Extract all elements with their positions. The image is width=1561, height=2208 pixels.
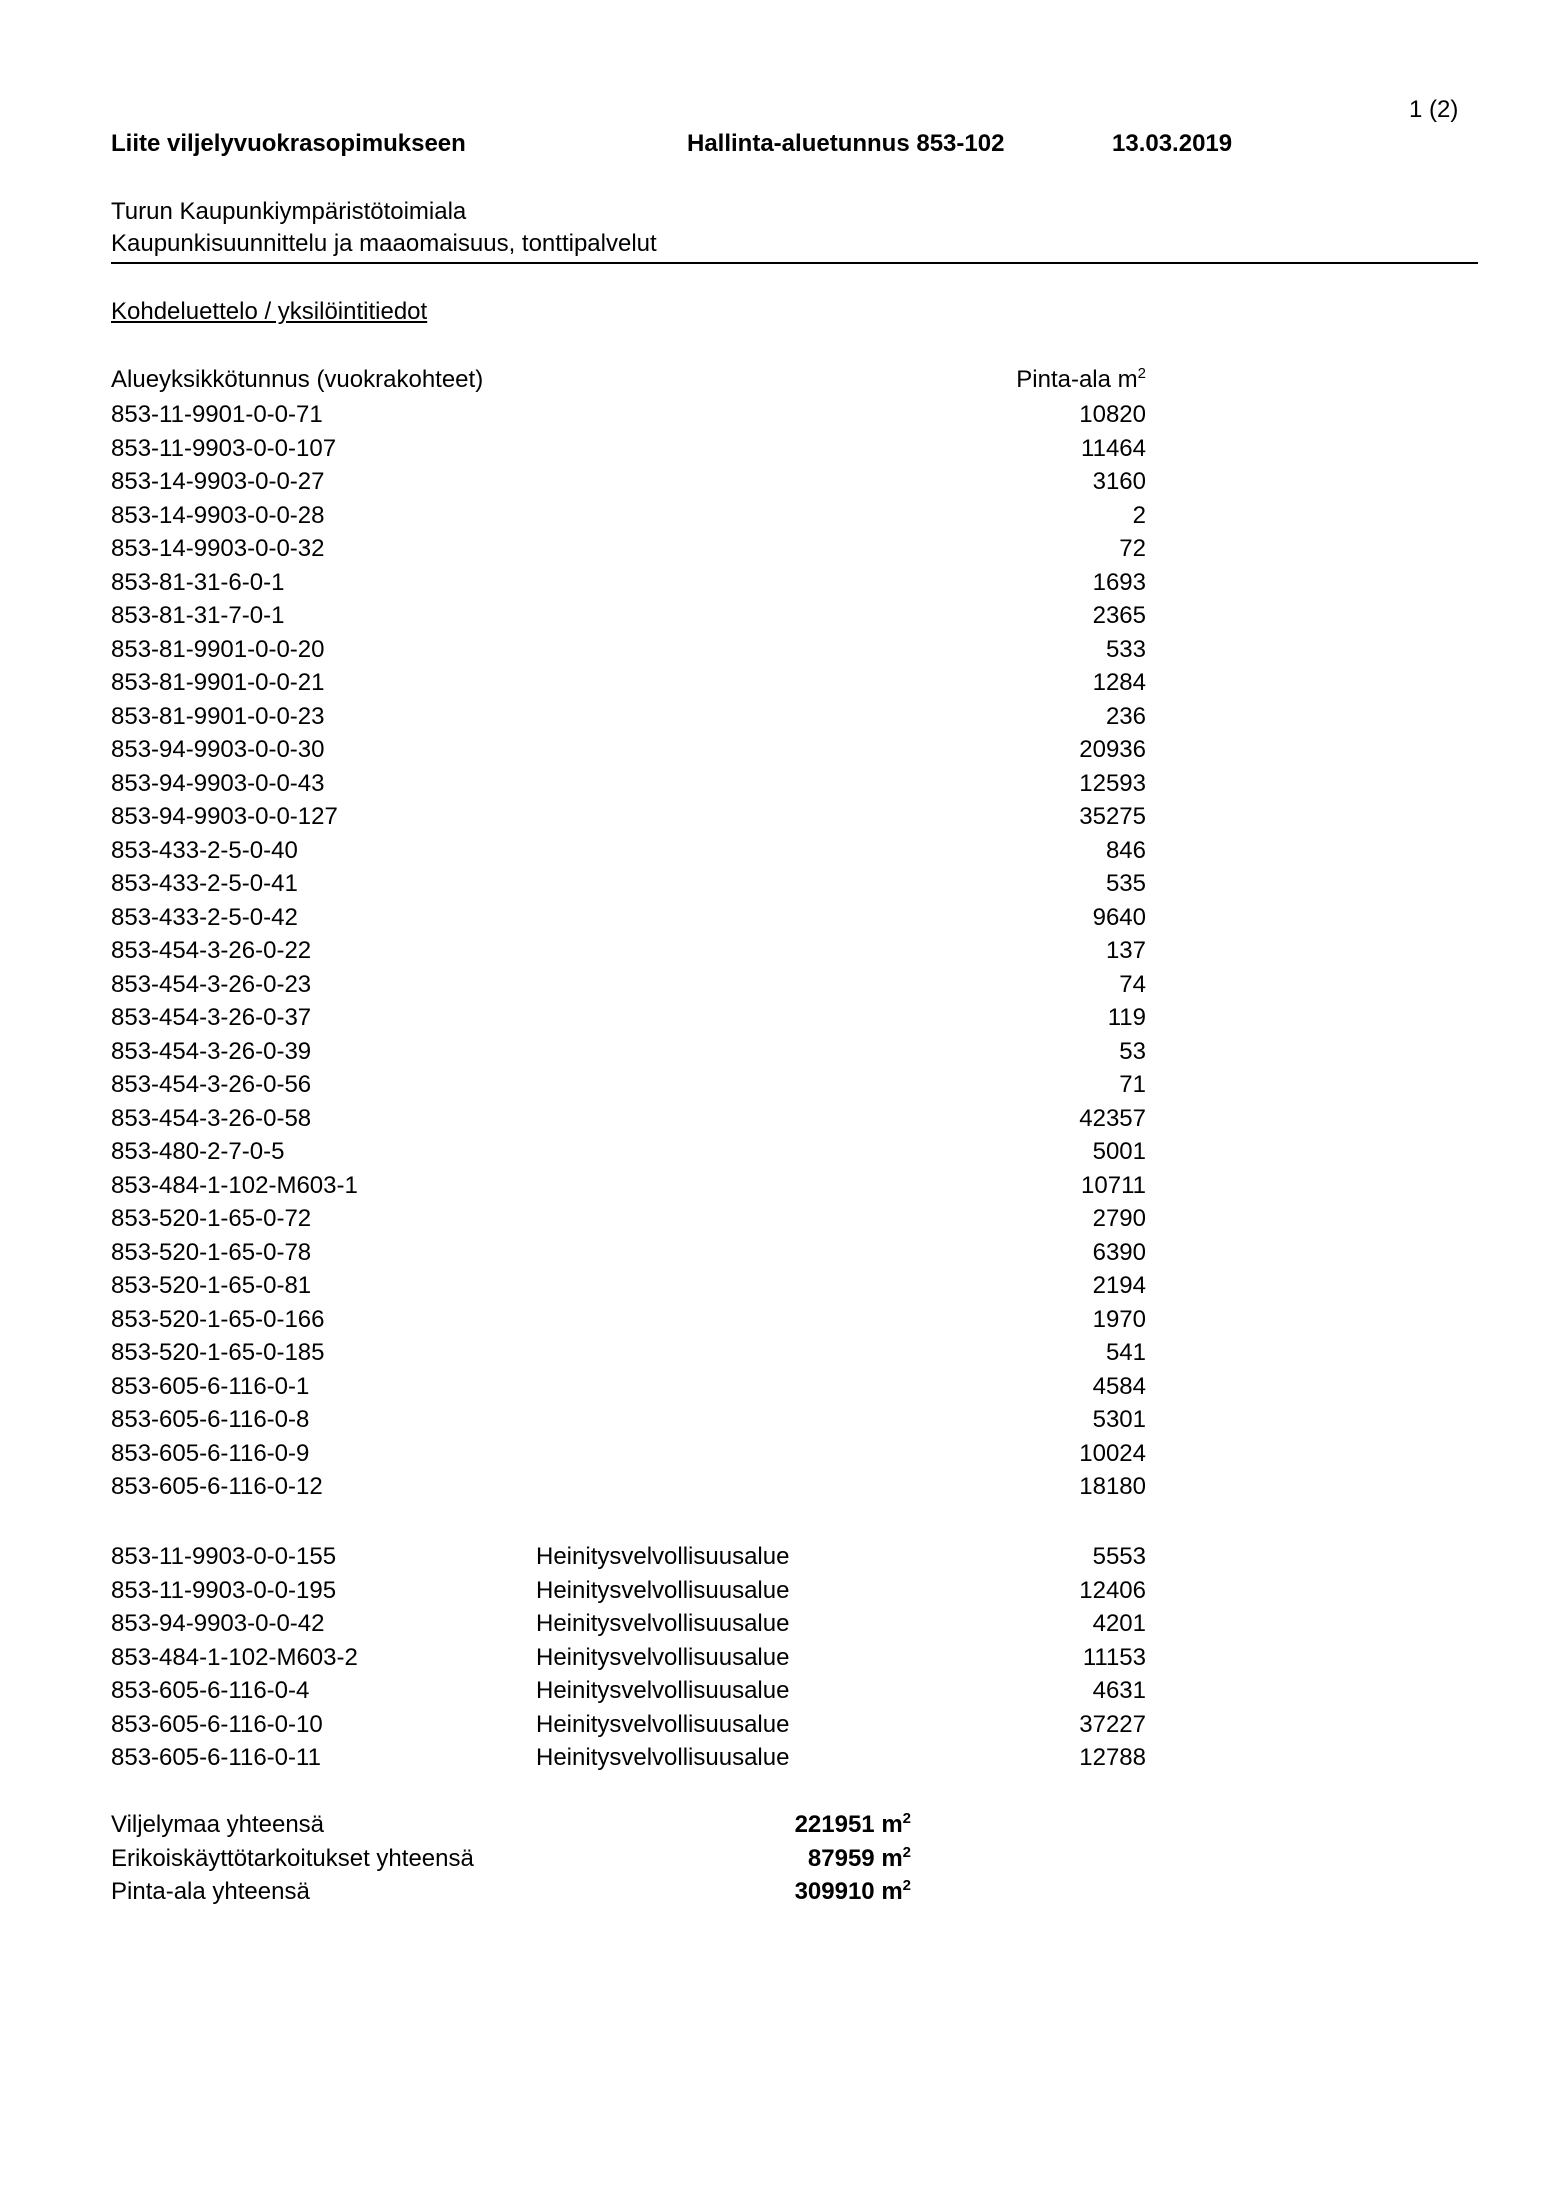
total-label: Viljelymaa yhteensä [111, 1811, 325, 1838]
item-area: 12406 [1079, 1576, 1146, 1604]
lease-item-row [111, 499, 1146, 533]
lease-item-row [111, 1437, 1146, 1471]
totals [111, 1808, 911, 1909]
item-area: 3160 [1092, 468, 1146, 495]
item-purpose: Heinitysvelvollisuusalue [536, 1677, 790, 1704]
item-purpose: Heinitysvelvollisuusalue [536, 1643, 790, 1671]
total-value [808, 1842, 911, 1876]
lease-item-row [111, 834, 1146, 868]
special-item-row [111, 1607, 1146, 1641]
item-purpose: Heinitysvelvollisuusalue [536, 1710, 790, 1738]
item-area: 71 [1119, 1071, 1146, 1098]
item-area: 10711 [1081, 1171, 1146, 1199]
item-purpose: Heinitysvelvollisuusalue [536, 1610, 790, 1637]
item-code: 853-14-9903-0-0-28 [111, 501, 325, 529]
item-code: 853-433-2-5-0-42 [111, 903, 298, 931]
special-item-row [111, 1708, 1146, 1742]
lease-item-row [111, 432, 1146, 466]
item-area: 119 [1107, 1004, 1146, 1031]
lease-item-row [111, 1269, 1146, 1303]
item-code: 853-14-9903-0-0-27 [111, 468, 325, 495]
item-area: 11464 [1081, 434, 1146, 462]
total-label: Pinta-ala yhteensä [111, 1878, 310, 1905]
item-code: 853-520-1-65-0-166 [111, 1305, 325, 1333]
item-code: 853-11-9903-0-0-155 [111, 1543, 337, 1570]
item-area: 4631 [1092, 1677, 1146, 1704]
item-code: 853-81-31-7-0-1 [111, 602, 285, 629]
item-area: 37227 [1079, 1710, 1146, 1738]
lease-item-row [111, 1135, 1146, 1169]
item-code: 853-81-9901-0-0-21 [111, 669, 325, 696]
item-code: 853-605-6-116-0-12 [111, 1473, 323, 1500]
lease-item-row [111, 633, 1146, 667]
item-code: 853-454-3-26-0-22 [111, 937, 312, 964]
item-code: 853-520-1-65-0-78 [111, 1238, 312, 1266]
column-header-area-label: Pinta-ala m [1016, 366, 1138, 393]
lease-item-row [111, 1169, 1146, 1203]
item-area: 42357 [1079, 1104, 1146, 1132]
lease-item-row [111, 666, 1146, 700]
item-code: 853-11-9903-0-0-107 [111, 434, 337, 462]
lease-item-row [111, 1470, 1146, 1504]
lease-item-row [111, 800, 1146, 834]
org-department: Kaupunkisuunnittelu ja maaomaisuus, tonttipalvelut [111, 230, 657, 257]
item-code: 853-454-3-26-0-56 [111, 1071, 312, 1098]
lease-item-row [111, 700, 1146, 734]
item-area: 1970 [1092, 1305, 1146, 1333]
item-area: 72 [1119, 535, 1146, 562]
document-date: 13.03.2019 [1112, 130, 1233, 157]
item-code: 853-605-6-116-0-11 [111, 1744, 321, 1771]
item-code: 853-520-1-65-0-185 [111, 1339, 325, 1366]
lease-item-row [111, 1370, 1146, 1404]
item-code: 853-605-6-116-0-1 [111, 1372, 310, 1400]
item-code: 853-454-3-26-0-58 [111, 1104, 312, 1132]
column-header-area-exponent: 2 [1137, 365, 1146, 382]
total-unit-exponent: 2 [902, 1810, 911, 1827]
lease-item-row [111, 934, 1146, 968]
item-code: 853-94-9903-0-0-42 [111, 1610, 325, 1637]
special-item-row [111, 1641, 1146, 1675]
item-area: 12593 [1079, 769, 1146, 797]
item-code: 853-81-9901-0-0-23 [111, 702, 325, 730]
total-row [111, 1842, 911, 1876]
item-area: 846 [1105, 836, 1146, 864]
item-area: 2 [1132, 501, 1146, 529]
item-code: 853-605-6-116-0-8 [111, 1406, 310, 1433]
item-code: 853-433-2-5-0-41 [111, 870, 298, 897]
special-item-row [111, 1540, 1146, 1574]
item-code: 853-605-6-116-0-4 [111, 1677, 310, 1704]
org-name: Turun Kaupunkiympäristötoimiala [111, 198, 467, 225]
lease-item-row [111, 1303, 1146, 1337]
lease-item-row [111, 599, 1146, 633]
lease-item-row [111, 767, 1146, 801]
item-area: 535 [1105, 870, 1146, 897]
header-divider [111, 262, 1478, 264]
lease-item-row [111, 398, 1146, 432]
document-title: Liite viljelyvuokrasopimukseen [111, 130, 466, 157]
item-code: 853-454-3-26-0-37 [111, 1004, 312, 1031]
item-area: 20936 [1079, 736, 1146, 763]
total-amount: 309910 m [794, 1878, 903, 1905]
item-area: 2790 [1092, 1205, 1146, 1232]
item-code: 853-520-1-65-0-81 [111, 1272, 312, 1299]
item-code: 853-81-31-6-0-1 [111, 568, 285, 596]
item-area: 12788 [1079, 1744, 1146, 1771]
item-code: 853-605-6-116-0-10 [111, 1710, 323, 1738]
total-unit-exponent: 2 [902, 1843, 911, 1861]
lease-item-row [111, 532, 1146, 566]
lease-item-row [111, 1336, 1146, 1370]
lease-item-row [111, 1035, 1146, 1069]
item-area: 18180 [1079, 1473, 1146, 1500]
area-code: Hallinta-aluetunnus 853-102 [687, 130, 1005, 157]
item-code: 853-520-1-65-0-72 [111, 1205, 312, 1232]
item-code: 853-484-1-102-M603-2 [111, 1643, 358, 1671]
lease-item-row [111, 465, 1146, 499]
special-item-row [111, 1674, 1146, 1708]
page-number: 1 (2) [1409, 96, 1459, 123]
item-area: 2194 [1092, 1272, 1146, 1299]
item-area: 2365 [1092, 602, 1146, 629]
item-area: 541 [1105, 1339, 1146, 1366]
item-area: 74 [1119, 970, 1146, 998]
total-amount: 87959 m [807, 1844, 903, 1872]
total-value [795, 1808, 911, 1842]
lease-item-row [111, 1403, 1146, 1437]
item-area: 53 [1119, 1037, 1146, 1065]
item-code: 853-433-2-5-0-40 [111, 836, 298, 864]
item-area: 10820 [1079, 401, 1146, 428]
item-code: 853-94-9903-0-0-127 [111, 803, 338, 830]
lease-item-row [111, 566, 1146, 600]
total-unit-exponent: 2 [902, 1877, 911, 1894]
item-area: 236 [1105, 702, 1146, 730]
item-code: 853-454-3-26-0-23 [111, 970, 312, 998]
lease-item-row [111, 901, 1146, 935]
item-purpose: Heinitysvelvollisuusalue [536, 1744, 790, 1771]
special-item-row [111, 1741, 1146, 1775]
total-label: Erikoiskäyttötarkoitukset yhteensä [111, 1844, 474, 1872]
special-item-row [111, 1574, 1146, 1608]
lease-item-row [111, 1102, 1146, 1136]
item-code: 853-81-9901-0-0-20 [111, 635, 325, 663]
item-area: 4201 [1092, 1610, 1146, 1637]
item-area: 4584 [1092, 1372, 1146, 1400]
item-area: 11153 [1082, 1643, 1146, 1671]
item-area: 1284 [1092, 669, 1146, 696]
total-value [795, 1875, 911, 1909]
lease-item-row [111, 733, 1146, 767]
item-code: 853-11-9903-0-0-195 [111, 1576, 337, 1604]
item-area: 137 [1105, 937, 1146, 964]
item-area: 9640 [1092, 903, 1146, 931]
item-area: 5301 [1092, 1406, 1146, 1433]
item-area: 35275 [1079, 803, 1146, 830]
lease-item-row [111, 968, 1146, 1002]
item-area: 6390 [1092, 1238, 1146, 1266]
special-item-list [111, 1540, 1146, 1775]
item-area: 10024 [1079, 1439, 1146, 1467]
column-header-code: Alueyksikkötunnus (vuokrakohteet) [111, 366, 484, 393]
item-purpose: Heinitysvelvollisuusalue [536, 1543, 790, 1570]
lease-item-row [111, 1068, 1146, 1102]
item-code: 853-14-9903-0-0-32 [111, 535, 325, 562]
item-code: 853-94-9903-0-0-43 [111, 769, 325, 797]
item-area: 1693 [1092, 568, 1146, 596]
item-area: 533 [1105, 635, 1146, 663]
item-area: 5553 [1092, 1543, 1146, 1570]
lease-item-row [111, 1236, 1146, 1270]
total-row [111, 1875, 911, 1909]
item-code: 853-454-3-26-0-39 [111, 1037, 312, 1065]
item-area: 5001 [1092, 1138, 1146, 1165]
item-code: 853-480-2-7-0-5 [111, 1138, 285, 1165]
lease-item-row [111, 867, 1146, 901]
column-header-area [1016, 366, 1146, 394]
section-title: Kohdeluettelo / yksilöintitiedot [111, 298, 428, 325]
total-amount: 221951 m [794, 1811, 903, 1838]
item-code: 853-11-9901-0-0-71 [111, 401, 323, 428]
item-purpose: Heinitysvelvollisuusalue [536, 1576, 790, 1604]
lease-item-row [111, 1001, 1146, 1035]
item-code: 853-605-6-116-0-9 [111, 1439, 310, 1467]
item-code: 853-94-9903-0-0-30 [111, 736, 325, 763]
item-code: 853-484-1-102-M603-1 [111, 1171, 358, 1199]
total-row [111, 1808, 911, 1842]
lease-item-row [111, 1202, 1146, 1236]
lease-item-list [111, 398, 1146, 1504]
